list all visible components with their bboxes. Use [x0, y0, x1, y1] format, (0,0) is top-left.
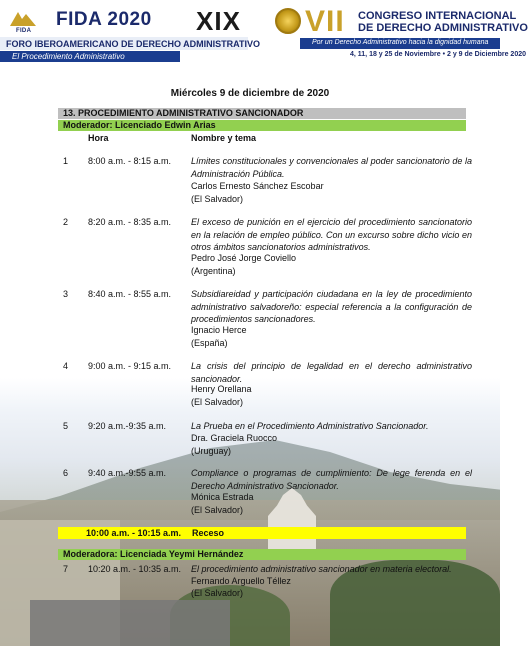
column-header-nombre: Nombre y tema: [191, 133, 257, 143]
item-speaker: Ignacio Herce: [191, 325, 247, 335]
item-topic: La Prueba en el Procedimiento Administrativo Sancionador.: [191, 421, 429, 431]
item-time: 8:20 a.m. - 8:35 a.m.: [88, 217, 172, 227]
item-country: (Argentina): [191, 266, 236, 276]
item-topic: La crisis del principio de legalidad en el derecho administrativo sancionador.: [191, 361, 472, 384]
page-date: Miércoles 9 de diciembre de 2020: [170, 88, 330, 99]
congreso-title: [358, 10, 528, 34]
item-topic: Límites constitucionales y convencionales al poder sancionatorio de la Administración Pública.: [191, 156, 472, 179]
item-time: 8:40 a.m. - 8:55 a.m.: [88, 289, 172, 299]
item-speaker: Dra. Graciela Ruocco: [191, 433, 278, 443]
item-speaker: Mónica Estrada: [191, 492, 254, 502]
item-country: (España): [191, 338, 228, 348]
item-number: 4: [63, 361, 69, 371]
item-time: 9:00 a.m. - 9:15 a.m.: [88, 361, 172, 371]
moderator2-label: Moderadora: Licenciada Yeymi Hernández: [63, 549, 244, 559]
item-country: (El Salvador): [191, 194, 244, 204]
moderator-label: Moderador: Licenciado Edwin Arias: [63, 120, 216, 130]
foro-title: FORO IBEROAMERICANO DE DERECHO ADMINISTRATIVO: [6, 39, 261, 49]
item-country: (El Salvador): [191, 588, 244, 598]
edition-number: XIX: [196, 6, 241, 36]
item-speaker: Carlos Ernesto Sánchez Escobar: [191, 181, 324, 191]
item-speaker: Pedro José Jorge Coviello: [191, 253, 297, 263]
item-topic: El procedimiento administrativo sancionador en materia electoral.: [191, 564, 452, 574]
item-speaker: Fernando Arguello Téllez: [191, 576, 291, 586]
seal-icon: [275, 8, 301, 34]
congreso-number: VII: [305, 5, 345, 38]
item-number: 1: [63, 156, 69, 166]
item-topic: Subsidiareidad y participación ciudadana en la ley de procedimiento administrativo salvadoreño: especial referencia a la configuración de procedimientos sancionadores.: [191, 289, 472, 324]
item-country: (El Salvador): [191, 397, 244, 407]
item-time: 10:20 a.m. - 10:35 a.m.: [88, 564, 182, 574]
item-speaker: Henry Orellana: [191, 384, 252, 394]
item-time: 9:20 a.m.-9:35 a.m.: [88, 421, 167, 431]
congreso-dates: 4, 11, 18 y 25 de Noviembre • 2 y 9 de Diciembre 2020: [350, 51, 526, 58]
fida-small-label: FIDA: [16, 28, 32, 34]
item-topic: El exceso de punición en el ejercicio del procedimiento sancionatorio en la relación de empleo público. Con un excurso sobre dicho vicio en otros ámbitos sancionatorios administrativos.: [191, 217, 472, 252]
header-banner: [0, 0, 528, 70]
item-country: (El Salvador): [191, 505, 244, 515]
item-country: (Uruguay): [191, 446, 232, 456]
item-number: 2: [63, 217, 69, 227]
background-road: [30, 600, 230, 646]
item-topic: Compliance o programas de cumplimiento: De lege ferenda en el Derecho Administrativo Sancionador.: [191, 468, 472, 491]
fida-title: FIDA 2020: [56, 9, 152, 30]
column-header-hora: Hora: [88, 133, 109, 143]
item-number: 5: [63, 421, 69, 431]
item-number: 7: [63, 564, 69, 574]
break-time: 10:00 a.m. - 10:15 a.m.: [86, 528, 182, 538]
item-number: 3: [63, 289, 69, 299]
congreso-subtitle: Por un Derecho Administrativo hacia la dignidad humana: [312, 39, 489, 46]
session-title: 13. PROCEDIMIENTO ADMINISTRATIVO SANCIONADOR: [63, 108, 304, 118]
break-label: Receso: [192, 528, 225, 538]
fida-logo-icon: [8, 10, 38, 28]
congreso-title-line1: CONGRESO INTERNACIONAL: [358, 10, 517, 22]
item-time: 9:40 a.m.-9:55 a.m.: [88, 468, 167, 478]
item-number: 6: [63, 468, 69, 478]
congreso-title-line2: DE DERECHO ADMINISTRATIVO: [358, 22, 528, 34]
procedimiento-label: El Procedimiento Administrativo: [12, 52, 125, 61]
item-time: 8:00 a.m. - 8:15 a.m.: [88, 156, 172, 166]
